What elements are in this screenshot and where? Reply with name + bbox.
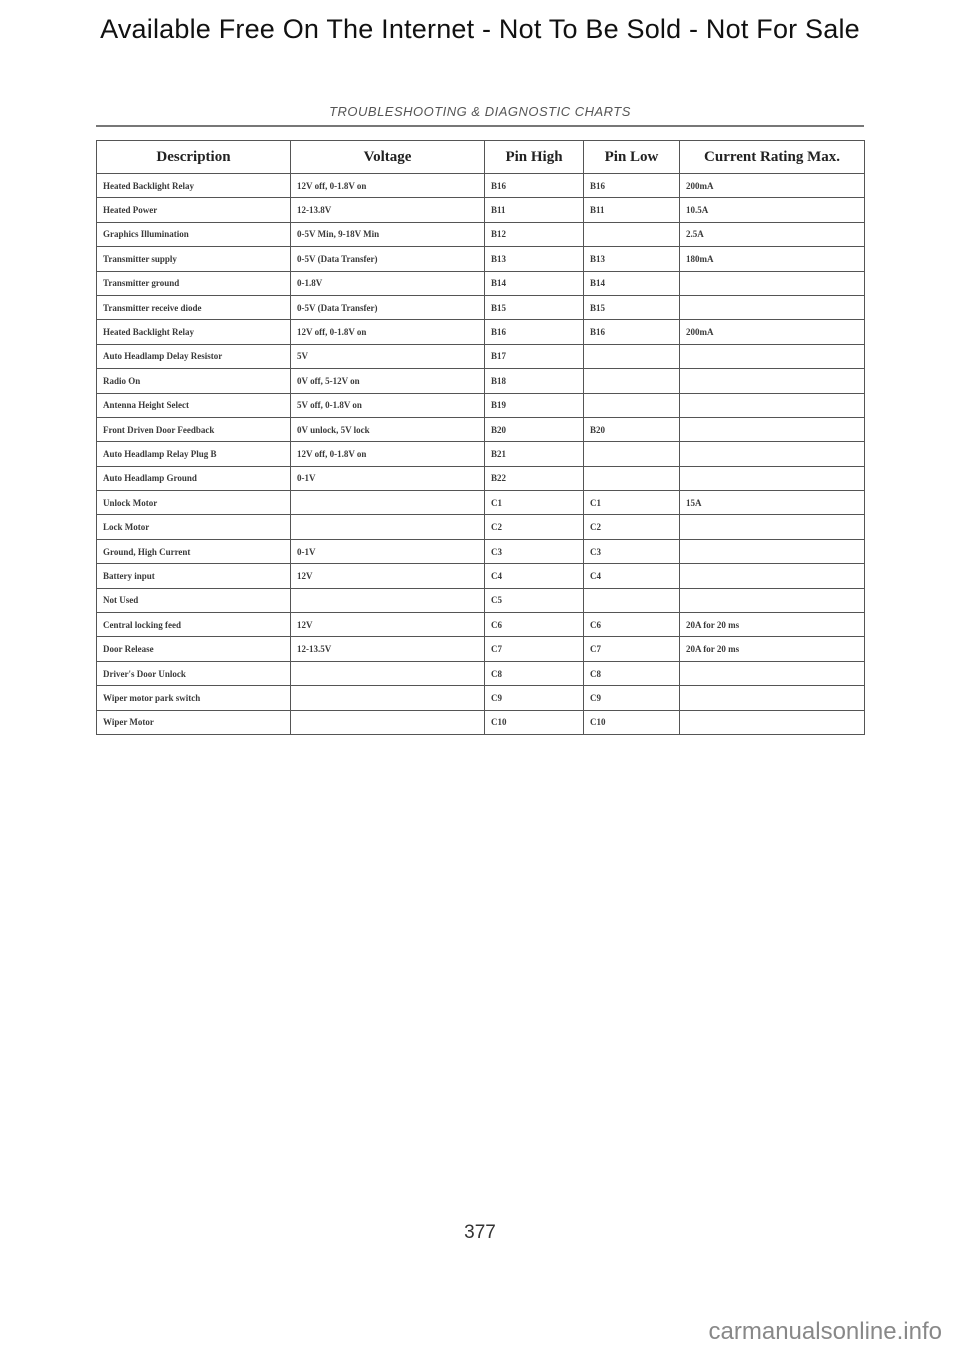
cell-pin-high: B18 xyxy=(485,369,584,393)
cell-voltage xyxy=(291,515,485,539)
cell-current-rating xyxy=(680,466,865,490)
cell-voltage: 12V off, 0-1.8V on xyxy=(291,174,485,198)
cell-pin-high: B15 xyxy=(485,295,584,319)
table-row xyxy=(97,222,865,246)
table-row xyxy=(97,564,865,588)
cell-pin-low: C2 xyxy=(584,515,680,539)
cell-current-rating xyxy=(680,344,865,368)
cell-voltage: 5V off, 0-1.8V on xyxy=(291,393,485,417)
cell-current-rating xyxy=(680,271,865,295)
cell-voltage: 12V off, 0-1.8V on xyxy=(291,320,485,344)
table-body xyxy=(97,174,865,735)
cell-pin-low: B14 xyxy=(584,271,680,295)
table-row xyxy=(97,393,865,417)
page-number: 377 xyxy=(464,1222,496,1243)
cell-description: Not Used xyxy=(97,588,291,612)
cell-current-rating: 200mA xyxy=(680,320,865,344)
cell-current-rating xyxy=(680,417,865,441)
cell-current-rating: 15A xyxy=(680,491,865,515)
cell-current-rating: 20A for 20 ms xyxy=(680,637,865,661)
table-row xyxy=(97,320,865,344)
title-rule xyxy=(96,125,864,127)
table-row xyxy=(97,515,865,539)
banner-notice: Available Free On The Internet - Not To Be Sold - Not For Sale xyxy=(100,14,860,44)
cell-voltage xyxy=(291,661,485,685)
cell-pin-low: C4 xyxy=(584,564,680,588)
cell-pin-low: B16 xyxy=(584,174,680,198)
cell-pin-high: C3 xyxy=(485,539,584,563)
cell-description: Lock Motor xyxy=(97,515,291,539)
cell-description: Heated Power xyxy=(97,198,291,222)
table-row xyxy=(97,491,865,515)
cell-current-rating: 20A for 20 ms xyxy=(680,613,865,637)
cell-voltage xyxy=(291,588,485,612)
cell-current-rating xyxy=(680,295,865,319)
cell-pin-high: B16 xyxy=(485,320,584,344)
watermark: carmanualsonline.info xyxy=(708,1318,942,1345)
header-current-rating: Current Rating Max. xyxy=(680,141,865,174)
table-row xyxy=(97,247,865,271)
cell-description: Central locking feed xyxy=(97,613,291,637)
cell-pin-low xyxy=(584,442,680,466)
cell-pin-high: B16 xyxy=(485,174,584,198)
cell-current-rating xyxy=(680,710,865,734)
cell-voltage: 0V off, 5-12V on xyxy=(291,369,485,393)
cell-pin-high: B17 xyxy=(485,344,584,368)
cell-current-rating xyxy=(680,686,865,710)
pin-table xyxy=(96,140,865,735)
table-row xyxy=(97,466,865,490)
table-row xyxy=(97,369,865,393)
cell-pin-high: B21 xyxy=(485,442,584,466)
cell-description: Unlock Motor xyxy=(97,491,291,515)
cell-pin-high: C2 xyxy=(485,515,584,539)
cell-current-rating xyxy=(680,539,865,563)
cell-pin-high: C9 xyxy=(485,686,584,710)
cell-pin-high: C7 xyxy=(485,637,584,661)
cell-description: Ground, High Current xyxy=(97,539,291,563)
cell-description: Door Release xyxy=(97,637,291,661)
cell-current-rating xyxy=(680,661,865,685)
cell-pin-low: B11 xyxy=(584,198,680,222)
cell-description: Auto Headlamp Relay Plug B xyxy=(97,442,291,466)
cell-pin-low: B15 xyxy=(584,295,680,319)
cell-current-rating xyxy=(680,564,865,588)
cell-description: Heated Backlight Relay xyxy=(97,174,291,198)
cell-voltage: 12V off, 0-1.8V on xyxy=(291,442,485,466)
cell-pin-low xyxy=(584,369,680,393)
table-row xyxy=(97,344,865,368)
cell-pin-high: C1 xyxy=(485,491,584,515)
cell-pin-high: B14 xyxy=(485,271,584,295)
cell-pin-low: C1 xyxy=(584,491,680,515)
header-pin-high: Pin High xyxy=(485,141,584,174)
cell-voltage: 12-13.5V xyxy=(291,637,485,661)
cell-current-rating: 180mA xyxy=(680,247,865,271)
cell-voltage: 0-5V Min, 9-18V Min xyxy=(291,222,485,246)
chart-title: TROUBLESHOOTING & DIAGNOSTIC CHARTS xyxy=(329,104,631,119)
cell-description: Transmitter supply xyxy=(97,247,291,271)
table-row xyxy=(97,198,865,222)
cell-pin-low xyxy=(584,222,680,246)
cell-voltage: 12V xyxy=(291,613,485,637)
cell-description: Transmitter receive diode xyxy=(97,295,291,319)
cell-voltage xyxy=(291,491,485,515)
cell-pin-low: C3 xyxy=(584,539,680,563)
cell-voltage: 5V xyxy=(291,344,485,368)
cell-pin-low: B16 xyxy=(584,320,680,344)
cell-pin-high: C10 xyxy=(485,710,584,734)
cell-pin-low: C8 xyxy=(584,661,680,685)
table-row xyxy=(97,613,865,637)
cell-description: Transmitter ground xyxy=(97,271,291,295)
cell-pin-high: B11 xyxy=(485,198,584,222)
cell-voltage xyxy=(291,710,485,734)
cell-description: Heated Backlight Relay xyxy=(97,320,291,344)
cell-pin-low xyxy=(584,393,680,417)
cell-pin-high: B13 xyxy=(485,247,584,271)
cell-description: Front Driven Door Feedback xyxy=(97,417,291,441)
cell-pin-low: C9 xyxy=(584,686,680,710)
cell-description: Driver's Door Unlock xyxy=(97,661,291,685)
cell-voltage: 0-5V (Data Transfer) xyxy=(291,247,485,271)
cell-current-rating xyxy=(680,442,865,466)
cell-voltage: 12-13.8V xyxy=(291,198,485,222)
cell-pin-high: B22 xyxy=(485,466,584,490)
cell-description: Battery input xyxy=(97,564,291,588)
cell-voltage: 0-1V xyxy=(291,539,485,563)
cell-current-rating: 200mA xyxy=(680,174,865,198)
cell-pin-high: C4 xyxy=(485,564,584,588)
cell-voltage: 0-1V xyxy=(291,466,485,490)
header-description: Description xyxy=(97,141,291,174)
table-row xyxy=(97,637,865,661)
cell-current-rating xyxy=(680,369,865,393)
cell-current-rating xyxy=(680,588,865,612)
table-row xyxy=(97,539,865,563)
cell-description: Auto Headlamp Delay Resistor xyxy=(97,344,291,368)
cell-pin-low: C7 xyxy=(584,637,680,661)
cell-description: Graphics Illumination xyxy=(97,222,291,246)
table-row xyxy=(97,588,865,612)
cell-pin-low xyxy=(584,344,680,368)
header-pin-low: Pin Low xyxy=(584,141,680,174)
cell-pin-low: B13 xyxy=(584,247,680,271)
table-row xyxy=(97,661,865,685)
cell-current-rating xyxy=(680,515,865,539)
table-row xyxy=(97,271,865,295)
header-voltage: Voltage xyxy=(291,141,485,174)
cell-voltage: 0-5V (Data Transfer) xyxy=(291,295,485,319)
cell-voltage: 0V unlock, 5V lock xyxy=(291,417,485,441)
cell-pin-high: C8 xyxy=(485,661,584,685)
cell-pin-high: C5 xyxy=(485,588,584,612)
cell-description: Antenna Height Select xyxy=(97,393,291,417)
cell-voltage: 0-1.8V xyxy=(291,271,485,295)
table-row xyxy=(97,686,865,710)
cell-voltage: 12V xyxy=(291,564,485,588)
cell-current-rating: 2.5A xyxy=(680,222,865,246)
cell-description: Radio On xyxy=(97,369,291,393)
cell-pin-high: C6 xyxy=(485,613,584,637)
cell-description: Auto Headlamp Ground xyxy=(97,466,291,490)
cell-pin-low: C6 xyxy=(584,613,680,637)
cell-pin-high: B12 xyxy=(485,222,584,246)
cell-pin-high: B19 xyxy=(485,393,584,417)
cell-pin-low xyxy=(584,466,680,490)
cell-pin-low: C10 xyxy=(584,710,680,734)
cell-description: Wiper Motor xyxy=(97,710,291,734)
table-row xyxy=(97,417,865,441)
cell-description: Wiper motor park switch xyxy=(97,686,291,710)
table-header-row xyxy=(97,141,865,174)
cell-voltage xyxy=(291,686,485,710)
cell-current-rating xyxy=(680,393,865,417)
cell-pin-high: B20 xyxy=(485,417,584,441)
cell-pin-low xyxy=(584,588,680,612)
table-row xyxy=(97,442,865,466)
table-row xyxy=(97,174,865,198)
cell-current-rating: 10.5A xyxy=(680,198,865,222)
cell-pin-low: B20 xyxy=(584,417,680,441)
table-row xyxy=(97,710,865,734)
table-row xyxy=(97,295,865,319)
